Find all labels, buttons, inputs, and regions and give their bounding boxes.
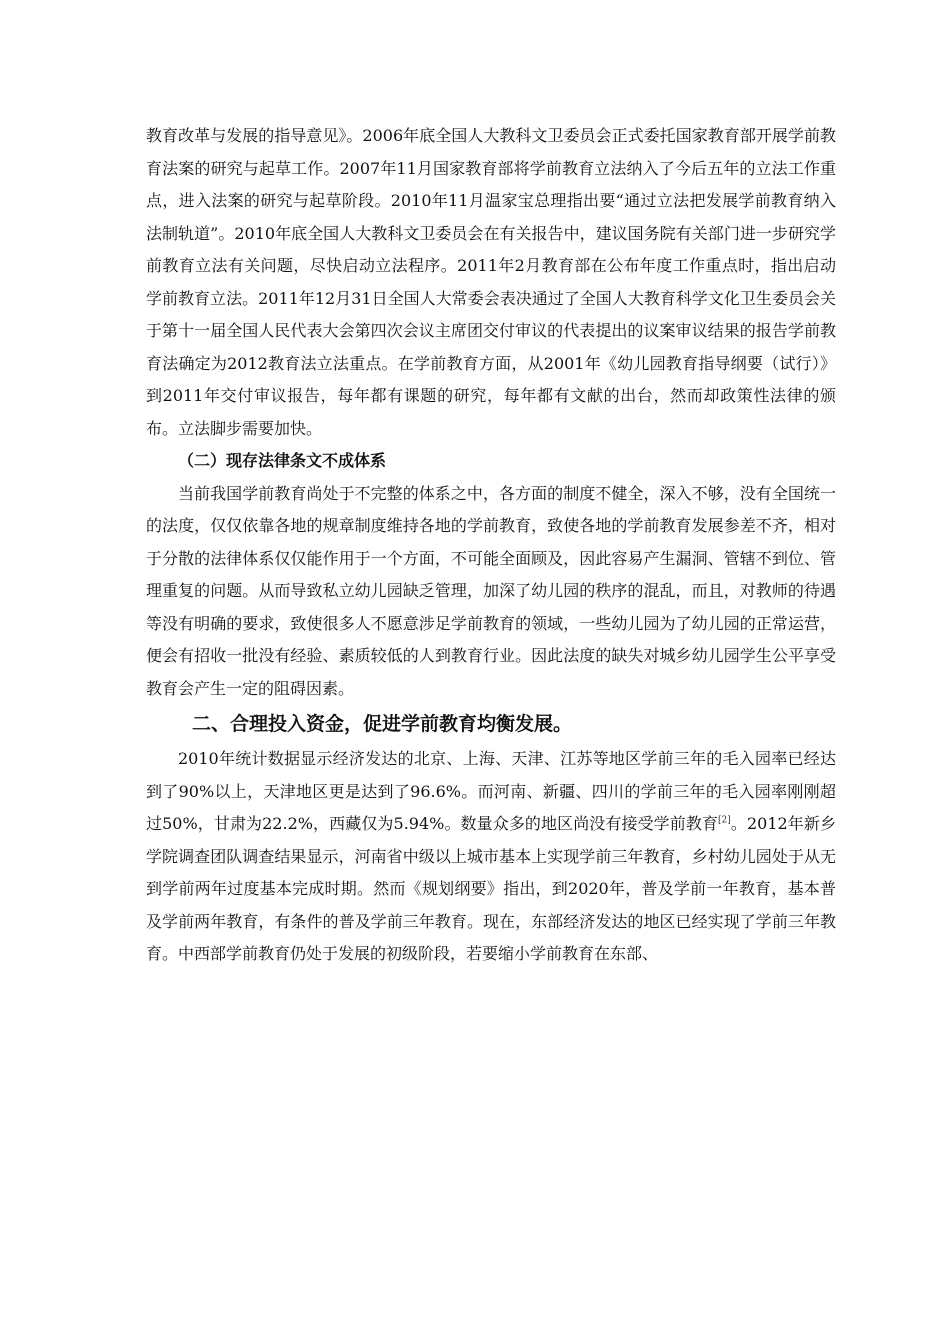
paragraph-legislation-history: 教育改革与发展的指导意见》。2006年底全国人大教科文卫委员会正式委托国家教育部开展学前教育法案的研究与起草工作。2007年11月国家教育部将学前教育立法纳入了今后五年的立法工作重点，进入法案的研究与起草阶段。2010年11月温家宝总理指出要“通过立法把发展学前教育纳入法制轨道”。2010年底全国人大教科文卫委员会在有关报告中，建议国务院有关部门进一步研究学前教育立法有关问题，尽快启动立法程序。2011年2月教育部在公布年度工作重点时，指出启动学前教育立法。2011年12月31日全国人大常委会表决通过了全国人大教育科学文化卫生委员会关于第十一届全国人民代表大会第四次会议主席团交付审议的代表提出的议案审议结果的报告学前教育法确定为2012教育法立法重点。在学前教育方面，从2001年《幼儿园教育指导纲要（试行）》到2011年交付审议报告，每年都有课题的研究，每年都有文献的出台，然而却政策性法律的颁布。立法脚步需要加快。	[146, 126, 836, 438]
document-page	[146, 120, 836, 971]
paragraph-funding-part2: 。2012年新乡学院调查团队调查结果显示，河南省中级以上城市基本上实现学前三年教育，乡村幼儿园处于从无到学前两年过度基本完成时期。然而《规划纲要》指出，到2020年，普及学前一年教育，基本普及学前两年教育，有条件的普及学前三年教育。现在，东部经济发达的地区已经实现了学前三年教育。中西部学前教育仍处于发展的初级阶段，若要缩小学前教育在东部、	[146, 814, 836, 963]
paragraph-legal-system: 当前我国学前教育尚处于不完整的体系之中，各方面的制度不健全，深入不够，没有全国统一的法度，仅仅依靠各地的规章制度维持各地的学前教育，致使各地的学前教育发展参差不齐，相对于分散的法律体系仅仅能作用于一个方面，不可能全面顾及，因此容易产生漏洞、管辖不到位、管理重复的问题。从而导致私立幼儿园缺乏管理，加深了幼儿园的秩序的混乱，而且，对教师的待遇等没有明确的要求，致使很多人不愿意涉足学前教育的领域，一些幼儿园为了幼儿园的正常运营，便会有招收一批没有经验、素质较低的人到教育行业。因此法度的缺失对城乡幼儿园学生公平享受教育会产生一定的阻碍因素。	[146, 483, 836, 698]
paragraph-funding	[146, 743, 836, 971]
citation-reference: [2]	[718, 815, 731, 826]
paragraph-funding-part1: 2010年统计数据显示经济发达的北京、上海、天津、江苏等地区学前三年的毛入园率已经达到了90%以上，天津地区更是达到了96.6%。而河南、新疆、四川的学前三年的毛入园率刚刚超过50%，甘肃为22.2%，西藏仅为5.94%。数量众多的地区尚没有接受学前教育	[146, 749, 836, 833]
section-heading-funding: 二、合理投入资金，促进学前教育均衡发展。	[192, 713, 573, 735]
subheading-legal-system: （二）现存法律条文不成体系	[178, 451, 387, 470]
